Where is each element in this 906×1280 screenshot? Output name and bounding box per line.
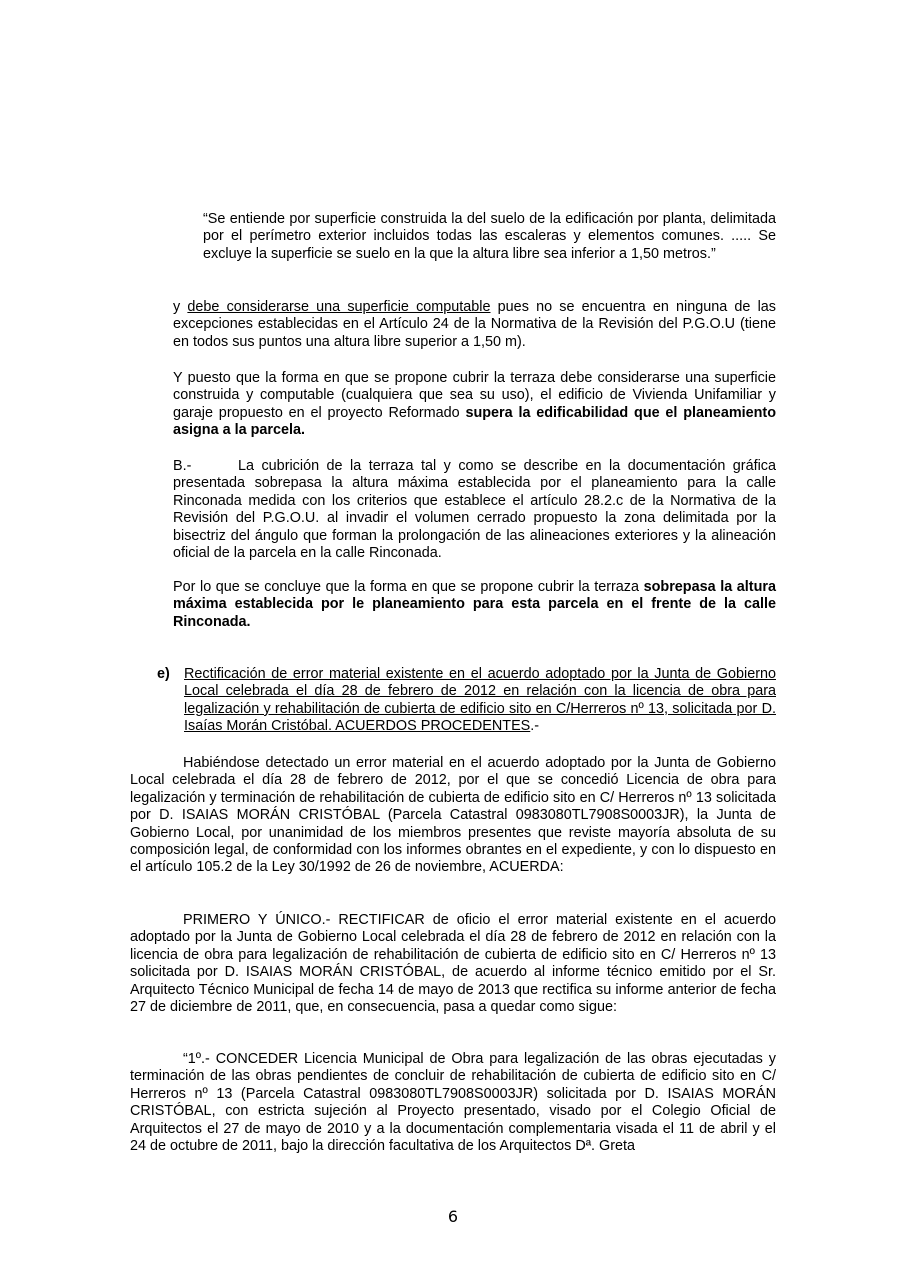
paragraph-text: pues no se encuentra en ninguna de las excepciones establecidas en el Artículo 24 de la Normativa de la Revisión del P.G.O.U (tiene en todos sus puntos una altura libre superior a 1,50 m). bbox=[173, 299, 776, 350]
paragraph-text: y bbox=[173, 299, 188, 315]
paragraph-text: Por lo que se concluye que la forma en que se propone cubrir la terraza bbox=[173, 579, 644, 595]
paragraph-section-b bbox=[173, 458, 776, 562]
paragraph-conceder-licencia: “1º.- CONCEDER Licencia Municipal de Obra para legalización de las obras ejecutadas y terminación de las obras pendientes de concluir de rehabilitación de cubierta de edificio sito en C/ Herreros nº 13 (Parcela Catastral 0983080TL7908S0003JR) solicitada por D. ISAIAS MORÁN CRISTÓBAL, con estricta sujeción al Proyecto presentado, visado por el Colegio Oficial de Arquitectos el 27 de mayo de 2010 y a la documentación complementaria visada el 11 de abril y el 24 de octubre de 2011, bajo la dirección facultativa de los Arquitectos Dª. Greta bbox=[130, 1051, 776, 1155]
quoted-definition: “Se entiende por superficie construida la del suelo de la edificación por planta, delimitada por el perímetro exterior incluidos todas las escaleras y elementos comunes. ..... Se excluye la superficie se suelo en la que la altura libre sea inferior a 1,50 metros.” bbox=[203, 211, 776, 262]
paragraph-error-detected: Habiéndose detectado un error material en el acuerdo adoptado por la Junta de Gobierno Local celebrada el día 28 de febrero de 2012, por el que se concedió Licencia de obra para legalización y terminación de rehabilitación de cubierta de edificio sito en C/ Herreros nº 13 solicitada por D. ISAIAS MORÁN CRISTÓBAL (Parcela Catastral 0983080TL7908S0003JR), la Junta de Gobierno Local, por unanimidad de los miembros presentes que reviste mayoría absoluta de su composición legal, de conformidad con los informes obrantes en el expediente, y con lo dispuesto en el artículo 105.2 de la Ley 30/1992 de 26 de noviembre, ACUERDA: bbox=[130, 755, 776, 876]
paragraph-text: Y puesto que la forma en que se propone cubrir la terraza debe considerarse una superficie construida y computable (cualquiera que sea su uso), el edificio de Vivienda Unifamiliar y garaje propuesto en el proyecto Reformado bbox=[173, 370, 776, 421]
bold-conclusion: sobrepasa la altura máxima establecida por le planeamiento para esta parcela en el frente de la calle Rinconada. bbox=[173, 579, 776, 630]
item-e-suffix: .- bbox=[530, 718, 540, 735]
item-e-title: Rectificación de error material existente en el acuerdo adoptado por la Junta de Gobierno Local celebrada el día 28 de febrero de 2012 en relación con la licencia de obra para legalización y rehabilitación de cubierta de edificio sito en C/Herreros nº 13, solicitada por D. Isaías Morán Cristóbal. ACUERDOS PROCEDENTES bbox=[184, 666, 776, 735]
underlined-phrase: debe considerarse una superficie computable bbox=[187, 299, 491, 315]
item-e-label: e) bbox=[157, 666, 170, 682]
item-e-heading bbox=[184, 666, 776, 736]
bold-conclusion: supera la edificabilidad que el planeamiento asigna a la parcela. bbox=[173, 404, 776, 439]
paragraph-primero-unico: PRIMERO Y ÚNICO.- RECTIFICAR de oficio el error material existente en el acuerdo adoptado por la Junta de Gobierno Local celebrada el día 28 de febrero de 2012 en relación con la licencia de obra para legalización de rehabilitación de cubierta de edificio sito en C/ Herreros nº 13 solicitada por D. ISAIAS MORÁN CRISTÓBAL, de acuerdo al informe técnico emitido por el Sr. Arquitecto Técnico Municipal de fecha 14 de mayo de 2013 que rectifica su informe anterior de fecha 27 de diciembre de 2011, que, en consecuencia, pasa a quedar como sigue: bbox=[130, 912, 776, 1016]
paragraph-computable-surface bbox=[173, 299, 776, 351]
section-label: B.- bbox=[173, 458, 192, 474]
paragraph-conclusion bbox=[173, 579, 776, 631]
paragraph-edificability bbox=[173, 370, 776, 440]
paragraph-text: La cubrición de la terraza tal y como se describe en la documentación gráfica presentada sobrepasa la altura máxima establecida por el planeamiento para la calle Rinconada medida con los criterios que establece el artículo 28.2.c de la Normativa de la Revisión del P.G.O.U. al invadir el volumen cerrado propuesto la zona delimitada por la bisectriz del ángulo que forman la prolongación de las alineaciones exteriores y la alineación oficial de la parcela en la calle Rinconada. bbox=[173, 458, 776, 562]
page-number: 6 bbox=[447, 1207, 459, 1226]
